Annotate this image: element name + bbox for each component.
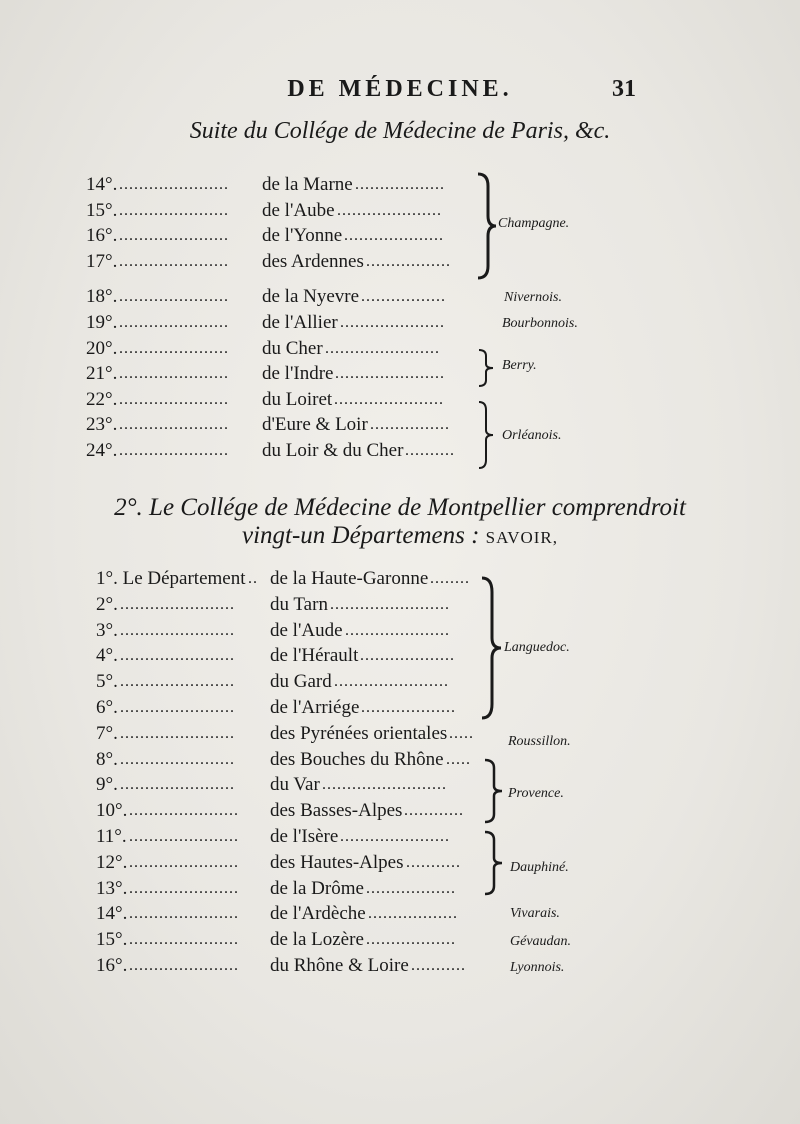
leader-dots: .................. [355,176,445,193]
leader-dots: ...................... [129,853,239,871]
department-name: du Var [270,774,320,796]
entry-number: 11°. [96,826,127,847]
entry-number: 5°. [96,671,118,693]
department-name: de l'Aube [262,199,335,221]
brace-provence [482,758,506,824]
subtitle: Suite du Collége de Médecine de Paris, &c. [189,118,611,144]
province-gevaudan: Gévaudan. [510,934,572,949]
department-name: du Rhône & Loire [270,955,409,976]
entry-number: 8°. [96,748,118,770]
leader-dots: ....................... [120,673,235,691]
leader-dots: ...................... [119,339,229,357]
entry-number: 14°. [96,903,128,925]
running-head: DE MÉDECINE. [287,76,513,102]
leader-dots: .................. [366,879,456,897]
province-dauphine: Dauphiné. [510,860,569,875]
leader-dots: ...................... [129,957,239,974]
department-name: de l'Allier [262,312,338,333]
leader-dots: ..... [449,724,474,742]
leader-dots: ...................... [119,176,229,193]
leader-dots: ........... [411,957,466,974]
leader-dots: ...................... [340,828,450,845]
province-berry: Berry. [502,358,537,373]
department-name: de l'Arriége [270,697,360,718]
department-name: des Basses-Alpes [270,800,403,822]
entry-number: 14°. [86,174,118,195]
leader-dots: ...................... [335,365,445,383]
entry-number: 19°. [86,312,118,333]
brace-berry [476,348,496,388]
leader-dots: ...................... [129,879,239,897]
leader-dots: ................. [366,252,451,270]
leader-dots: ...................... [129,931,239,949]
entry-number: 17°. [86,250,118,272]
province-vivarais: Vivarais. [510,906,560,921]
leader-dots: ....................... [120,750,235,768]
brace-dauphine [482,830,506,896]
leader-dots: ................... [360,647,455,665]
leader-dots: ........ [430,570,470,587]
leader-dots: ..... [446,750,471,768]
section2-heading-italic: vingt-un Départemens : [241,522,480,549]
leader-dots: ....................... [334,673,449,691]
leader-dots: ..................... [340,314,445,331]
brace-champagne [474,172,498,280]
department-name: de l'Ardèche [270,903,366,925]
entry-number: 12°. [96,851,128,873]
leader-dots: ...................... [129,905,239,923]
leader-dots: ................. [361,288,446,306]
department-name: des Pyrénées orientales [270,722,448,744]
page-number: 31 [612,76,636,102]
leader-dots: ...................... [119,442,229,459]
leader-dots: ..................... [345,621,450,639]
department-name: de la Drôme [270,877,364,899]
leader-dots: ...................... [119,416,229,434]
leader-dots: ....................... [120,621,235,639]
entry-number: 9°. [96,774,118,796]
leader-dots: ................... [361,699,456,716]
leader-dots: .................. [368,905,458,923]
department-name: du Tarn [270,593,328,615]
province-provence: Provence. [508,786,564,801]
leader-dots: ........... [406,853,461,871]
entry-number: 15°. [96,929,128,951]
department-name: du Loiret [262,388,333,410]
leader-dots: ...................... [119,314,229,331]
entry-number: 6°. [96,697,118,718]
province-orleanois: Orléanois. [502,428,562,443]
province-nivernois: Nivernois. [504,290,562,305]
department-name: des Ardennes [262,250,364,272]
department-name: de l'Hérault [270,645,359,667]
department-name: de la Haute-Garonne [270,568,429,589]
leader-dots: .. [248,570,258,587]
department-name: de l'Indre [262,363,334,385]
department-name: de la Nyevre [262,286,360,308]
leader-dots: .................... [344,227,444,245]
province-roussillon: Roussillon. [508,734,571,749]
entry-number: 24°. [86,440,118,461]
department-name: du Gard [270,671,332,693]
department-name: du Loir & du Cher [262,440,404,461]
leader-dots: ......................... [322,776,447,794]
leader-dots: ................ [370,416,450,434]
entry-number: 2°. [96,593,118,615]
leader-dots: .......... [405,442,455,459]
entry-number: 16°. [86,225,118,247]
leader-dots: ............ [404,802,464,820]
leader-dots: ....................... [120,724,235,742]
entry-number: 15°. [86,199,118,221]
section2-heading-caps: SAVOIR, [485,528,559,547]
province-lyonnois: Lyonnois. [510,960,565,975]
leader-dots: ...................... [129,828,239,845]
leader-dots: ....................... [120,595,235,613]
department-name: de la Lozère [270,929,364,951]
leader-dots: ....................... [120,776,235,794]
entry-number: 16°. [96,955,128,976]
leader-dots: ...................... [119,390,229,408]
leader-dots: ...................... [119,365,229,383]
leader-dots: ........................ [330,595,450,613]
department-name: des Hautes-Alpes [270,851,404,873]
leader-dots: ...................... [334,390,444,408]
section2-heading-line2 [0,522,800,550]
leader-dots: .................. [366,931,456,949]
brace-orleanois [476,400,496,470]
entry-number: 23°. [86,414,118,436]
department-name: de la Marne [262,174,353,195]
entry-number: 3°. [96,619,118,641]
leader-dots: ..................... [337,201,442,219]
department-name: de l'Isère [270,826,339,847]
entry-number: 21°. [86,363,118,385]
entry-number: 4°. [96,645,118,667]
section2-heading-line1: 2°. Le Collége de Médecine de Montpellier comprendroit [114,494,686,521]
leader-dots: ...................... [119,252,229,270]
leader-dots: ....................... [325,339,440,357]
leader-dots: ...................... [129,802,239,820]
leader-dots: ...................... [119,227,229,245]
department-name: du Cher [262,337,323,359]
department-name: de l'Aude [270,619,343,641]
department-name: d'Eure & Loir [262,414,368,436]
province-bourbonnois: Bourbonnois. [502,316,578,331]
brace-languedoc [478,576,504,720]
leader-dots: ...................... [119,201,229,219]
province-languedoc: Languedoc. [504,640,570,655]
entry-number: 18°. [86,286,118,308]
province-champagne: Champagne. [498,216,570,231]
entry-number: 13°. [96,877,128,899]
department-name: de l'Yonne [262,225,343,247]
entry-number: 20°. [86,337,118,359]
entry-number: 22°. [86,388,118,410]
entry-number: 7°. [96,722,118,744]
leader-dots: ....................... [120,647,235,665]
entry-number: 10°. [96,800,128,822]
entry-number: 1°. Le Département [96,568,246,589]
leader-dots: ...................... [119,288,229,306]
department-name: des Bouches du Rhône [270,748,444,770]
leader-dots: ....................... [120,699,235,716]
